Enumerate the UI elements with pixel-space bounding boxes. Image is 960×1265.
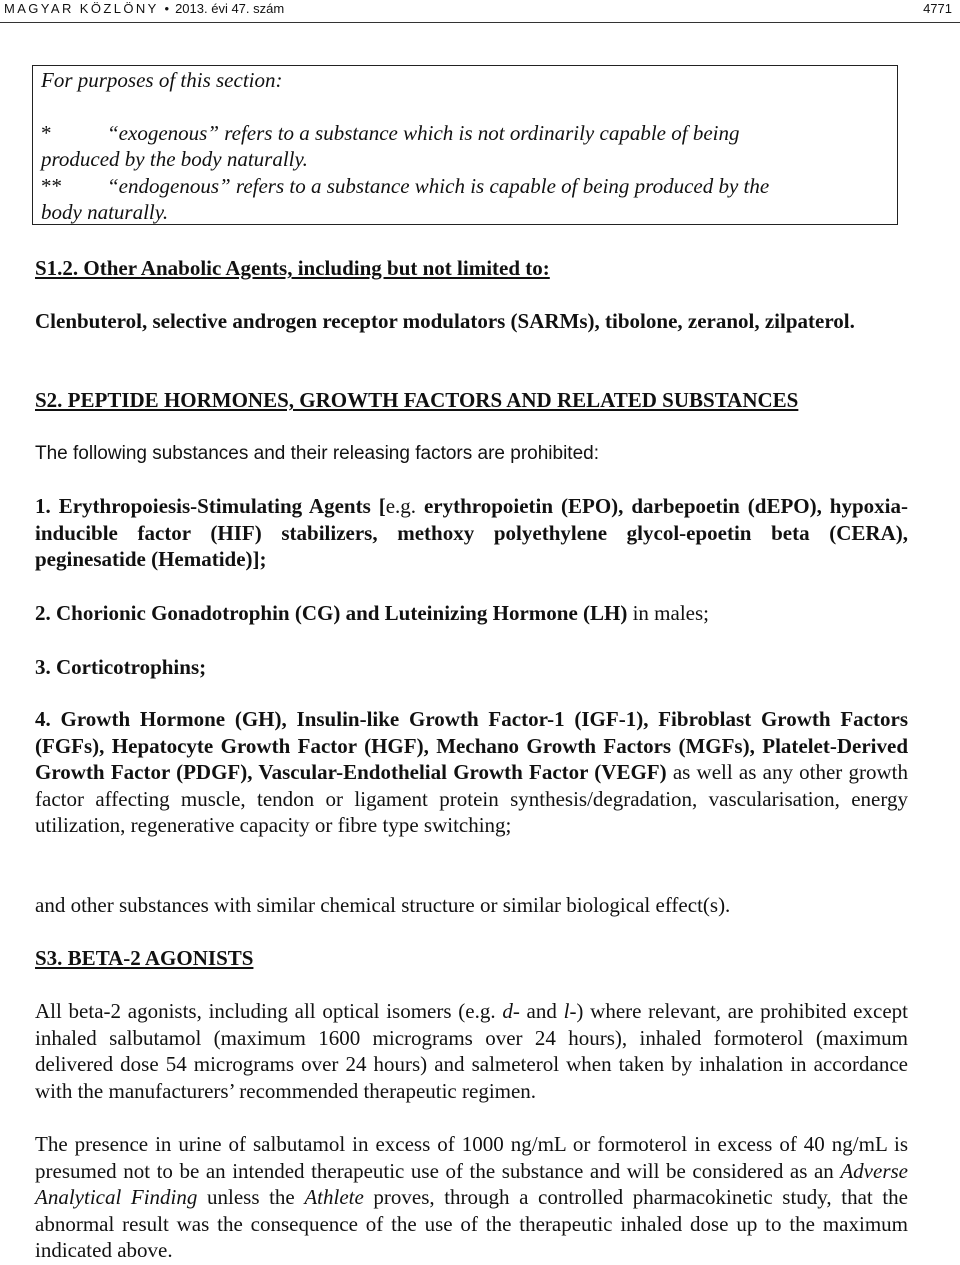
s2-item-2: 2. Chorionic Gonadotrophin (CG) and Luteinizing Hormone (LH) in males; (35, 601, 709, 625)
s2-closing: and other substances with similar chemical structure or similar biological effect(s). (35, 893, 731, 917)
journal-title: MAGYAR KÖZLÖNY (4, 1, 159, 16)
section-s3-heading: S3. BETA-2 AGONISTS (35, 946, 254, 970)
s2-item-3: 3. Corticotrophins; (35, 655, 207, 679)
definition-exogenous: * “exogenous” refers to a substance which is not ordinarily capable of being (41, 121, 740, 145)
footnote-marker: * (41, 121, 52, 145)
definition-endogenous-cont: body naturally. (41, 200, 169, 224)
header-divider (0, 22, 960, 23)
definition-exogenous-cont: produced by the body naturally. (41, 147, 308, 171)
footnote-marker: ** (41, 174, 62, 198)
s2-item-4: 4. Growth Hormone (GH), Insulin-like Growth Factor-1 (IGF-1), Fibroblast Growth Factors (FGFs), Hepatocyte Growth Factor (HGF), Mechano Growth Factors (MGFs), Platelet-Derived Growth Factor (PDGF), Vascular-Endothelial Growth Factor (VEGF) as well as any other growth factor affecting muscle, tendon or ligament protein synthesis/degradation, vascularisation, energy utilization, regenerative capacity or fibre type switching; (35, 707, 909, 837)
issue-label: 2013. évi 47. szám (175, 1, 285, 16)
s3-paragraph-2: The presence in urine of salbutamol in excess of 1000 ng/mL or formoterol in excess of 40 ng/mL is presumed not to be an intended therapeutic use of the substance and will be considered as an Adverse Analytical Finding unless the Athlete proves, through a controlled pharmacokinetic study, that the abnormal result was the consequence of the use of the therapeutic inhaled dose up to the maximum indicated above. (35, 1132, 909, 1262)
definitions-box (32, 65, 898, 225)
header-bullet: • (164, 1, 170, 16)
running-header (0, 0, 960, 24)
page-number: 4771 (923, 1, 952, 16)
section-s2-heading: S2. PEPTIDE HORMONES, GROWTH FACTORS AND RELATED SUBSTANCES (35, 388, 799, 412)
section-s1-2-body: Clenbuterol, selective androgen receptor modulators (SARMs), tibolone, zeranol, zilpaterol. (35, 309, 855, 333)
definitions-intro: For purposes of this section: (41, 68, 283, 92)
s3-paragraph-1: All beta-2 agonists, including all optical isomers (e.g. d- and l-) where relevant, are prohibited except inhaled salbutamol (maximum 1600 micrograms over 24 hours), inhaled formoterol (maximum delivered dose 54 micrograms over 24 hours) and salmeterol when taken by inhalation in accordance with the manufacturers’ recommended therapeutic regimen. (35, 999, 908, 1103)
s2-item-1: 1. Erythropoiesis-Stimulating Agents [e.g. erythropoietin (EPO), darbepoetin (dEPO), hypoxia-inducible factor (HIF) stabilizers, methoxy polyethylene glycol-epoetin beta (CERA), peginesatide (Hematide)]; (35, 494, 908, 571)
journal-issue (4, 1, 284, 16)
definition-endogenous: ** “endogenous” refers to a substance which is capable of being produced by the (41, 174, 770, 198)
section-s1-2-heading: S1.2. Other Anabolic Agents, including but not limited to: (35, 256, 550, 280)
section-s2-intro: The following substances and their releasing factors are prohibited: (35, 443, 599, 464)
